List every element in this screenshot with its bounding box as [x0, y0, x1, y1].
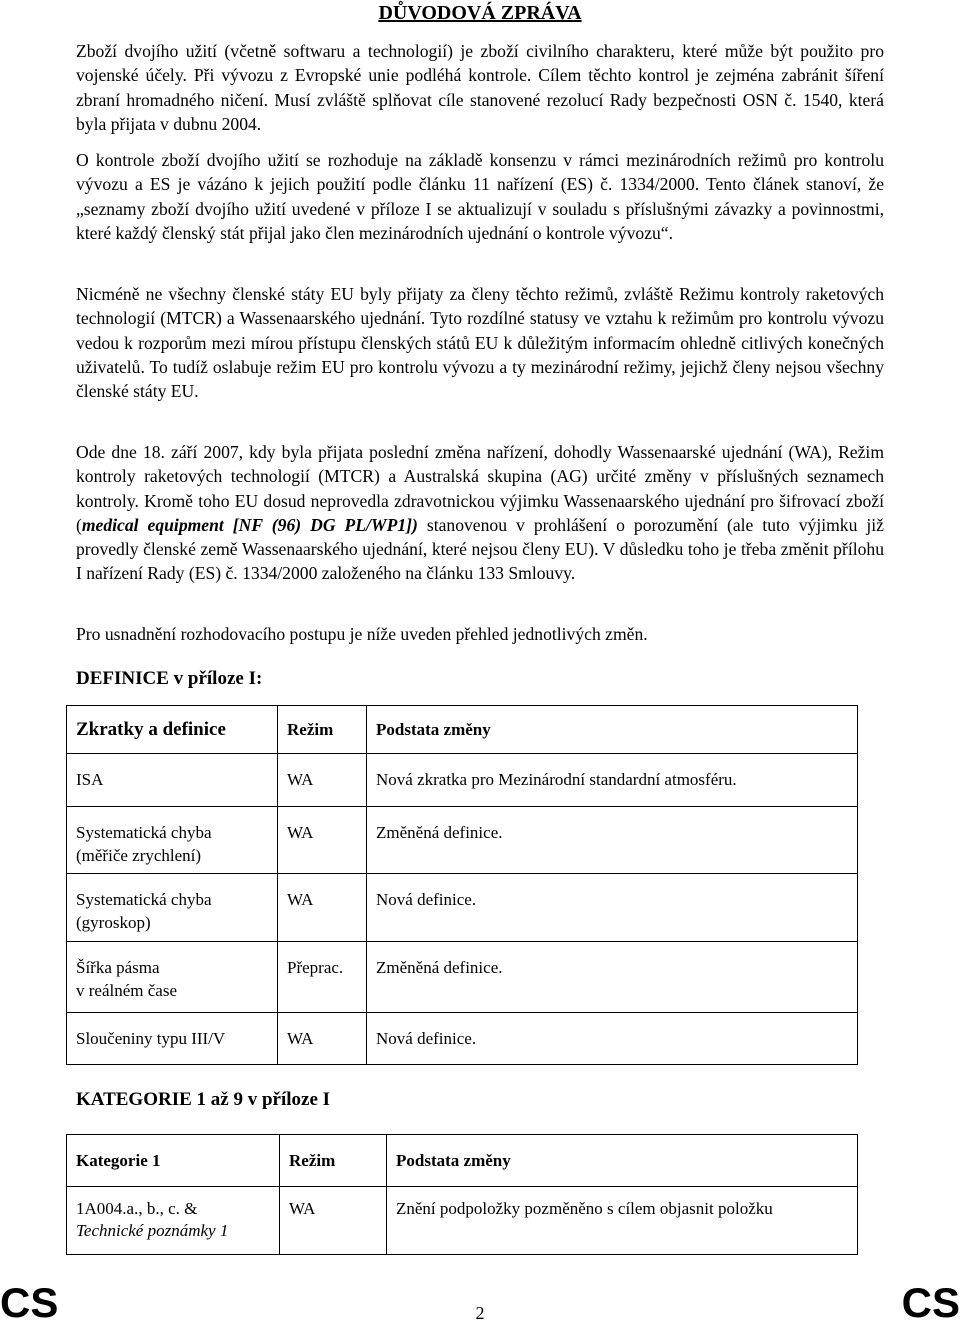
paragraph-changes-text-1: Ode dne 18. září 2007, kdy byla přijata poslední změna nařízení, dohodly Wassenaarské ujednání (WA), Režim kontroly raketových technologií (MTCR) a Australská skupina (AG) určité změny v příslušných seznamech kontroly. Kromě toho EU dosud neprovedla zdravotnickou výjimku Wassenaarského ujednání pro šifrovací zboží (: [76, 442, 884, 535]
paragraph-overview: Pro usnadnění rozhodovacího postupu je níže uveden přehled jednotlivých změn.: [76, 624, 648, 644]
categories-col-regime: Režim: [280, 1135, 387, 1187]
categories-col-change: Podstata změny: [387, 1135, 858, 1187]
definitions-col-term: Zkratky a definice: [67, 706, 278, 754]
table-row: [67, 807, 858, 874]
definition-term: [67, 754, 278, 807]
definition-change: Nová definice.: [367, 874, 858, 942]
term-line: ISA: [76, 770, 104, 789]
definitions-col-change: Podstata změny: [367, 706, 858, 754]
definition-change: Nová zkratka pro Mezinárodní standardní atmosféru.: [367, 754, 858, 807]
categories-heading: KATEGORIE 1 až 9 v příloze I: [76, 1089, 331, 1110]
table-row: [67, 1013, 858, 1065]
definition-change: Nová definice.: [367, 1013, 858, 1065]
page-number: 2: [475, 1303, 485, 1323]
item-line: Technické poznámky 1: [76, 1221, 229, 1240]
term-line: (gyroskop): [76, 913, 151, 932]
category-item: [67, 1187, 280, 1255]
term-line: (měřiče zrychlení): [76, 846, 202, 865]
definition-term: [67, 807, 278, 874]
term-line: Systematická chyba: [76, 890, 212, 909]
definition-regime: Přeprac.: [278, 942, 367, 1013]
definition-regime: WA: [278, 1013, 367, 1065]
paragraph-intro: Zboží dvojího užití (včetně softwaru a technologií) je zboží civilního charakteru, které může být použito pro vojenské účely. Při vývozu z Evropské unie podléhá kontrole. Cílem těchto kontrol je zejména zabránit šíření zbraní hromadného ničení. Musí zvláště splňovat cíle stanovené rezolucí Rady bezpečnosti OSN č. 1540, která byla přijata v dubnu 2004.: [76, 41, 884, 134]
definition-change: Změněná definice.: [367, 942, 858, 1013]
page-title: DŮVODOVÁ ZPRÁVA: [378, 2, 582, 24]
term-line: Sloučeniny typu III/V: [76, 1029, 226, 1048]
category-regime: WA: [280, 1187, 387, 1255]
table-row: [67, 754, 858, 807]
paragraph-consensus: O kontrole zboží dvojího užití se rozhoduje na základě konsenzu v rámci mezinárodních režimů pro kontrolu vývozu a ES je vázáno k jejich použití podle článku 11 nařízení (ES) č. 1334/2000. Tento článek stanoví, že „seznamy zboží dvojího užití uvedené v příloze I se aktualizují v souladu s příslušnými závazky a povinnostmi, které každý členský stát přijal jako člen mezinárodních ujednání o kontrole vývozu“.: [76, 150, 884, 243]
definition-regime: WA: [278, 874, 367, 942]
item-line: 1A004.a., b., c. &: [76, 1199, 198, 1218]
definitions-header-row: [67, 706, 858, 754]
definition-term: [67, 874, 278, 942]
paragraph-changes-text-2: stanovenou v prohlášení o porozumění (ale tuto výjimku již provedly členské země Wassenaarského ujednání, které nejsou členy EU). V důsledku toho je třeba změnit přílohu I nařízení Rady (ES) č. 1334/2000 založeného na článku 133 Smlouvy.: [76, 514, 884, 584]
footer-language-left: CS: [0, 1279, 59, 1326]
definition-term: [67, 942, 278, 1013]
categories-header-row: [67, 1135, 858, 1187]
paragraph-membership: Nicméně ne všechny členské státy EU byly přijaty za členy těchto režimů, zvláště Režimu kontroly raketových technologií (MTCR) a Wassenaarského ujednání. Tyto rozdílné statusy ve vztahu k režimům pro kontrolu vývozu vedou k rozporům mezi mírou přístupu členských států EU k důležitým informacím ohledně citlivých konečných uživatelů. To tudíž oslabuje režim EU pro kontrolu vývozu a ty mezinárodní režimy, jejichž členy nejsou všechny členské státy EU.: [76, 284, 884, 402]
footer-language-right: CS: [901, 1279, 960, 1326]
definition-regime: WA: [278, 807, 367, 874]
definitions-col-regime: Režim: [278, 706, 367, 754]
definition-term: [67, 1013, 278, 1065]
definition-change: Změněná definice.: [367, 807, 858, 874]
definitions-heading: DEFINICE v příloze I:: [76, 668, 263, 689]
category-change: Znění podpoložky pozměněno s cílem objasnit položku: [387, 1187, 858, 1255]
categories-col-category: Kategorie 1: [67, 1135, 280, 1187]
table-row: [67, 942, 858, 1013]
definition-regime: WA: [278, 754, 367, 807]
table-row: [67, 1187, 858, 1255]
categories-table: [66, 1134, 858, 1255]
term-line: Šířka pásma: [76, 958, 160, 977]
definitions-table: [66, 705, 858, 1065]
term-line: Systematická chyba: [76, 823, 212, 842]
medical-equipment-reference: medical equipment [NF (96) DG PL/WP1]): [81, 514, 418, 535]
table-row: [67, 874, 858, 942]
paragraph-changes: [76, 440, 884, 586]
term-line: v reálném čase: [76, 981, 177, 1000]
